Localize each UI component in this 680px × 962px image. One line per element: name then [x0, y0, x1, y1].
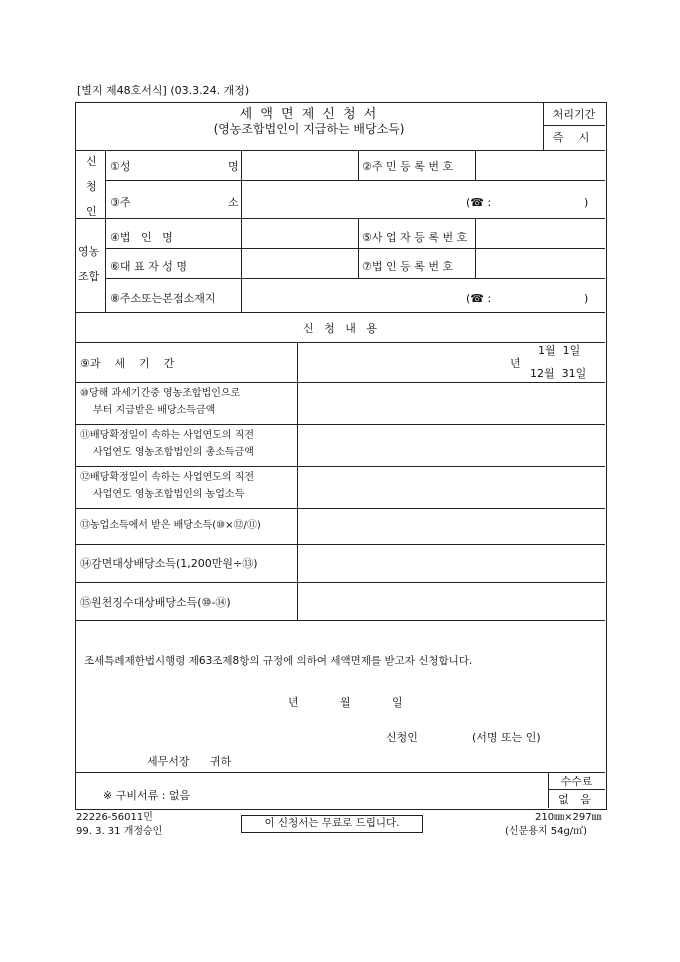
divider — [75, 312, 605, 313]
farm-income-label-2: 사업연도 영농조합법인의 농업소득 — [93, 489, 245, 500]
processing-period-label: 처리기간 — [552, 108, 596, 121]
application-section-title: 신 청 내 용 — [303, 322, 377, 335]
free-notice-box — [241, 815, 423, 833]
applicant-sign-input[interactable] — [424, 727, 468, 745]
divider — [75, 342, 605, 343]
addressee-suffix: 귀하 — [210, 755, 232, 768]
name-input[interactable] — [242, 151, 358, 179]
address-label-suffix: 소 — [228, 196, 239, 209]
biz-reg-input[interactable] — [476, 219, 604, 247]
farm-dividend-label: ⑬농업소득에서 받은 배당소득(⑩×⑫/⑪) — [80, 520, 261, 531]
corp-reg-label: ⑦법 인 등 록 번 호 — [362, 260, 454, 273]
free-notice: 이 신청서는 무료로 드립니다. — [264, 817, 400, 829]
dividend-income-input[interactable] — [298, 383, 604, 423]
date-year-label: 년 — [288, 696, 299, 709]
address-input[interactable] — [242, 181, 604, 217]
divider — [75, 772, 605, 773]
rep-name-input[interactable] — [242, 249, 358, 277]
applicant-phone-close: ) — [584, 196, 589, 209]
date-day-label: 일 — [392, 696, 403, 709]
tax-office-addressee: 세무서장 — [147, 755, 190, 768]
period-start: 1월 1일 — [538, 344, 581, 357]
corp-reg-input[interactable] — [476, 249, 604, 277]
form-subtitle: (영농조합법인이 지급하는 배당소득) — [213, 122, 405, 136]
corp-name-input[interactable] — [242, 219, 358, 247]
applicant-group-label-3: 인 — [86, 205, 97, 218]
dividend-income-label-2: 부터 지급받은 배당소득금액 — [93, 405, 216, 416]
rrn-input[interactable] — [476, 151, 604, 179]
dividend-income-label-1: ⑩당해 과세기간중 영농조합법인으로 — [80, 388, 241, 399]
divider — [358, 150, 359, 180]
approval-date: 99. 3. 31 개정승인 — [76, 826, 163, 837]
form-code: 22226-56011민 — [76, 812, 153, 823]
date-day-input[interactable] — [352, 692, 388, 710]
fee-value: 없 음 — [558, 793, 595, 806]
divider — [548, 789, 605, 790]
tax-period-label: ⑨과 세 기 간 — [80, 357, 175, 370]
paper-size: 210㎜×297㎜ — [535, 812, 602, 823]
exempt-dividend-input[interactable] — [298, 545, 604, 581]
name-label: ①성 — [110, 160, 131, 173]
applicant-sign-label: 신청인 — [386, 731, 418, 744]
biz-reg-label: ⑤사 업 자 등 록 번 호 — [362, 231, 468, 244]
farm-income-input[interactable] — [298, 467, 604, 507]
total-income-input[interactable] — [298, 425, 604, 465]
paper-type: (신문용지 54g/㎡) — [505, 826, 588, 837]
date-month-input[interactable] — [300, 692, 336, 710]
divider — [105, 150, 106, 312]
fee-label: 수수료 — [560, 775, 593, 788]
hq-address-input[interactable] — [242, 279, 604, 311]
processing-period-value: 즉 시 — [552, 131, 596, 144]
withholding-dividend-input[interactable] — [298, 583, 604, 619]
farm-corp-group-label-1: 영농 — [78, 245, 100, 258]
farm-dividend-input[interactable] — [298, 509, 604, 543]
address-label: ③주 — [110, 196, 131, 209]
total-income-label-1: ⑪배당확정일이 속하는 사업연도의 직전 — [80, 430, 255, 441]
exempt-dividend-label: ⑭감면대상배당소득(1,200만원÷⑬) — [80, 557, 258, 570]
applicant-phone-open: (☎ : — [466, 196, 492, 209]
total-income-label-2: 사업연도 영농조합법인의 총소득금액 — [93, 447, 254, 458]
divider — [75, 620, 605, 621]
divider — [543, 125, 605, 126]
application-statement: 조세특례제한법시행령 제63조제8항의 규정에 의하여 세액면제를 받고자 신청합니다. — [84, 655, 473, 667]
form-title: 세 액 면 제 신 청 서 — [239, 107, 379, 122]
date-month-label: 월 — [340, 696, 351, 709]
corp-phone-open: (☎ : — [466, 292, 492, 305]
withholding-dividend-label: ⑮원천징수대상배당소득(⑩-⑭) — [80, 596, 231, 609]
form-number: [별지 제48호서식] (03.3.24. 개정) — [77, 84, 250, 97]
period-year-suffix: 년 — [510, 357, 521, 370]
applicant-group-label-2: 청 — [86, 180, 97, 193]
period-end: 12월 31일 — [530, 367, 587, 380]
corp-phone-close: ) — [584, 292, 589, 305]
hq-address-label: ⑧주소또는본점소재지 — [110, 292, 216, 305]
name-label-suffix: 명 — [228, 160, 239, 173]
applicant-group-label-1: 신 — [86, 155, 97, 168]
corp-name-label: ④법 인 명 — [110, 231, 173, 244]
rep-name-label: ⑥대 표 자 성 명 — [110, 260, 187, 273]
rrn-label: ②주 민 등 록 번 호 — [362, 160, 454, 173]
signature-label: (서명 또는 인) — [472, 731, 541, 744]
farm-corp-group-label-2: 조합 — [78, 270, 100, 283]
required-documents: ※ 구비서류 : 없음 — [103, 789, 191, 802]
farm-income-label-1: ⑫배당확정일이 속하는 사업연도의 직전 — [80, 472, 255, 483]
